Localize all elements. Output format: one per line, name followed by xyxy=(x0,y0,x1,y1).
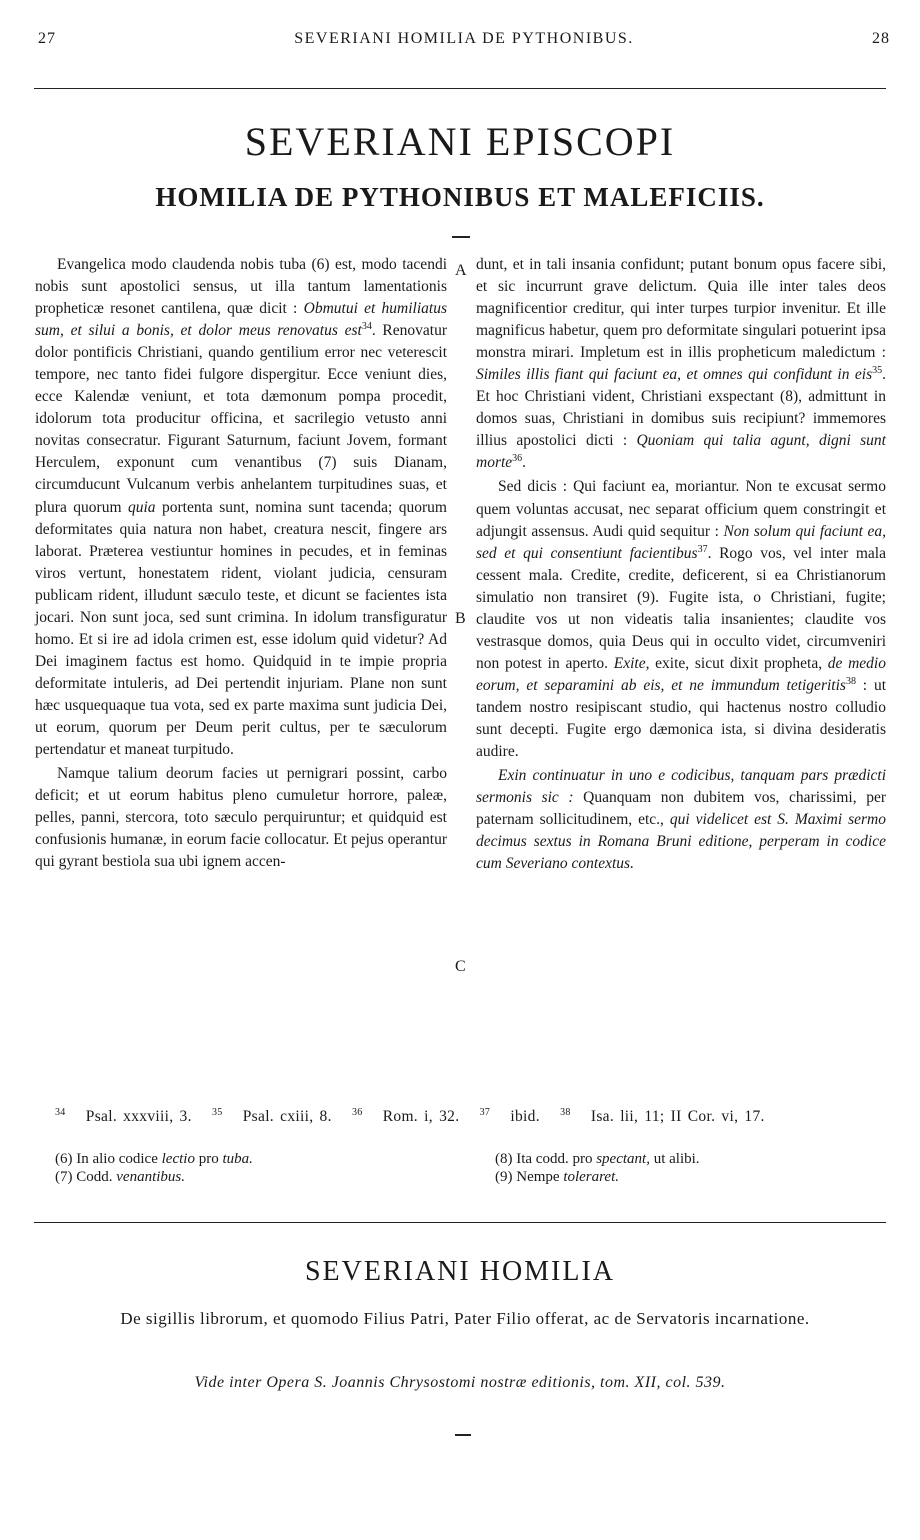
scripture-quote: Similes illis fiant qui faciunt ea, et omnes qui confidunt in eis xyxy=(476,366,873,384)
reference-item xyxy=(55,1108,192,1125)
section-rule xyxy=(34,1222,886,1223)
running-title: SEVERIANI HOMILIA DE PYTHONIBUS. xyxy=(294,30,634,47)
margin-letter-a: A xyxy=(455,262,467,279)
page-number-left: 27 xyxy=(38,30,56,47)
text-run: ut alibi. xyxy=(649,1151,700,1167)
italic-text: tuba. xyxy=(222,1151,253,1167)
text-run: (6) In alio codice xyxy=(55,1151,162,1167)
reference-text: Psal. cxiii, 8. xyxy=(242,1108,332,1125)
footnotes-left xyxy=(55,1150,455,1186)
reference-text: Isa. lii, 11; II Cor. vi, 17. xyxy=(590,1108,765,1125)
editorial-note xyxy=(476,765,886,875)
footnotes-right xyxy=(495,1150,885,1186)
italic-text: lectio xyxy=(161,1151,195,1167)
paragraph xyxy=(476,476,886,763)
page-subtitle: HOMILIA DE PYTHONIBUS ET MALEFICIIS. xyxy=(155,182,765,212)
reference-item xyxy=(560,1108,765,1125)
italic-text: venantibus. xyxy=(116,1169,185,1185)
text-run: . Rogo vos, vel inter mala cessent mala. Credite, credite, deficerent, si ea Christianorum simulatio non transiret (9). Fugite ista, o Christiani, fugite; claudite vos ut non videatis talia insanientes; claudite vos vestrasque domos, quia Deus qui in occulto videt, circumveniri non potest in aperto. xyxy=(476,544,886,672)
text-run: pro xyxy=(194,1151,223,1167)
italic-text: toleraret. xyxy=(563,1169,619,1185)
end-divider xyxy=(455,1434,471,1436)
scripture-references xyxy=(55,1108,880,1126)
scripture-quote: Quoniam qui talia agunt, digni sunt morte xyxy=(476,432,886,472)
footnote-ref: 36 xyxy=(512,453,523,465)
text-run: portenta sunt, nomina sunt tacenda; quorum deformitates quia natura non habet, creatura nescit, fingere ars laborat. Præterea vestiuntur homines in pecudes, et in feminas viros vertunt, honestatem rident, violant judicia, censuram publicam rident, illudunt sæculo teste, et dicunt se facientes ista jocari. Non sunt joca, sed sunt crimina. In idolum transfiguratur homo. Et si ire ad idola crimen est, esse idolum quid videtur? Ad Dei imaginem factus est homo. Quidquid in te impie propria deformitate intuleris, ad Dei pertendit injuriam. Plane non sunt hæc usquequaque tua vota, sed ex parte maxima sunt judicia Dei, ut eorum, quorum per Deum perit cultus, per te sæculorum pertendatur et maneat turpitudo. xyxy=(35,498,447,759)
reference-text: Rom. i, 32. xyxy=(382,1108,460,1125)
italic-text: Exin continuatur in uno e codicibus, tanquam pars prædicti sermonis sic : xyxy=(476,767,886,807)
left-column xyxy=(35,254,447,873)
right-column xyxy=(476,254,886,875)
text-run: . Et hoc Christiani vident, Christiani exspectant (8), admittunt in domos suas, Christiani in domibus suis recipiunt? immemores illius apostolici dicti : xyxy=(476,366,886,450)
footnote xyxy=(55,1168,455,1186)
reference-number: 34 xyxy=(55,1106,66,1118)
text-run: . Renovatur dolor pontificis Christiani, quando gentilium error nec veterescit tempore, nec tanto fidei fulgore dispergitur. Ecce veniunt dies, ecce Kalendæ veniunt, et tota dæmonum pompa procedit, idolorum tota producitur officina, et sacrilegio vetusto anni novitas consecratur. Figurant Saturnum, faciunt Jovem, formant Herculem, exponunt cum venantibus (7) suis Dianam, circumducunt Vulcanum verbis anhelantem turpitudines suas, et plura quorum xyxy=(35,322,447,516)
reference-item xyxy=(352,1108,459,1125)
text-run: Quanquam non dubitem vos, charissimi, per paternam sollicitudinem, etc., xyxy=(476,789,887,829)
page-title: SEVERIANI EPISCOPI xyxy=(244,119,676,164)
page-number-right: 28 xyxy=(872,30,890,47)
running-head xyxy=(38,30,890,56)
text-run: Evangelica modo claudenda nobis tuba (6) est, modo tacendi nobis sunt apostolici sensus, ut illa tantum lamentationis propheticæ resonet cantilena, quæ dicit : xyxy=(35,256,447,318)
footnote-ref: 37 xyxy=(697,543,708,555)
footnote xyxy=(55,1150,455,1168)
scripture-quote: Non solum qui faciunt ea, sed et qui consentiunt facientibus xyxy=(476,522,886,562)
text-run: : ut tandem nostro resipiscant studio, qui hactenus nostro colludio sunt decepti. Fugite ergo dæmonica ista, si divina desideratis audire. xyxy=(476,676,887,761)
text-run: . xyxy=(522,454,527,472)
reference-text: ibid. xyxy=(510,1108,540,1125)
reference-text: Psal. xxxviii, 3. xyxy=(85,1108,192,1125)
text-run: dunt, et in tali insania confidunt; putant bonum opus facere sibi, et sic incurrunt grave delictum. Quia ille inter tales deos magnificentior creditur, qui inter turpes turpior invenitur. Et ille magnificus habetur, quem pro deformitate singulari potuerint ipsa monstra mirari. Impletum est in illis propheticum maledictum : xyxy=(476,256,886,362)
section-title: SEVERIANI HOMILIA xyxy=(304,1256,616,1287)
margin-letter-c: C xyxy=(455,958,466,975)
text-run: (8) Ita codd. pro xyxy=(495,1151,597,1167)
scripture-quote: Exite xyxy=(613,654,646,672)
footnote xyxy=(495,1168,885,1186)
paragraph xyxy=(35,254,447,761)
italic-text: qui videlicet est S. Maximi sermo decimus sextus in Romana Bruni editione, perperam in codice cum Severiano contextus. xyxy=(476,811,886,873)
footnote-ref: 38 xyxy=(845,675,856,687)
reference-number: 35 xyxy=(211,1106,223,1118)
footnote xyxy=(495,1150,885,1168)
italic-word: quia xyxy=(127,498,156,516)
section-subtitle: De sigillis librorum, et quomodo Filius Patri, Pater Filio offerat, ac de Servatoris incarnatione. xyxy=(120,1309,810,1328)
footnote-ref: 35 xyxy=(872,365,883,377)
text-run: (7) Codd. xyxy=(55,1169,117,1185)
reference-number: 37 xyxy=(479,1106,491,1118)
scripture-quote: Obmutui et humiliatus sum, et silui a bonis, et dolor meus renovatus est xyxy=(35,300,448,340)
italic-text: spectant, xyxy=(596,1151,650,1167)
title-divider xyxy=(452,236,470,238)
footnote-ref: 34 xyxy=(361,320,372,332)
text-run: Sed dicis : Qui faciunt ea, moriantur. Non te excusat sermo quem voluntas accusat, nec separat officium quem constringit et adjungit assensus. Audi quid sequitur : xyxy=(476,478,886,540)
paragraph: Namque talium deorum facies ut pernigrari possint, carbo deficit; et ut eorum habitus pleno cumuletur horrore, paleæ, pelles, panni, stercora, toto sæculo perquiruntur; et quidquid est confusionis humanæ, in eorum facie collocatur. Et pejus operantur qui gyrant bestiola sua ubi ignem accen- xyxy=(35,765,447,871)
text-run: , exite, sicut dixit propheta, xyxy=(645,654,828,672)
margin-letter-b: B xyxy=(455,610,466,627)
reference-number: 36 xyxy=(351,1106,363,1118)
reference-number: 38 xyxy=(560,1106,571,1118)
reference-item xyxy=(480,1108,540,1125)
header-rule xyxy=(34,88,886,89)
text-run: (9) Nempe xyxy=(495,1169,564,1185)
scripture-quote: de medio eorum, et separamini ab eis, et ne immundum tetigeritis xyxy=(476,654,886,694)
paragraph xyxy=(476,254,886,474)
reference-item xyxy=(212,1108,332,1125)
section-reference: Vide inter Opera S. Joannis Chrysostomi nostræ editionis, tom. XII, col. 539. xyxy=(194,1374,726,1391)
